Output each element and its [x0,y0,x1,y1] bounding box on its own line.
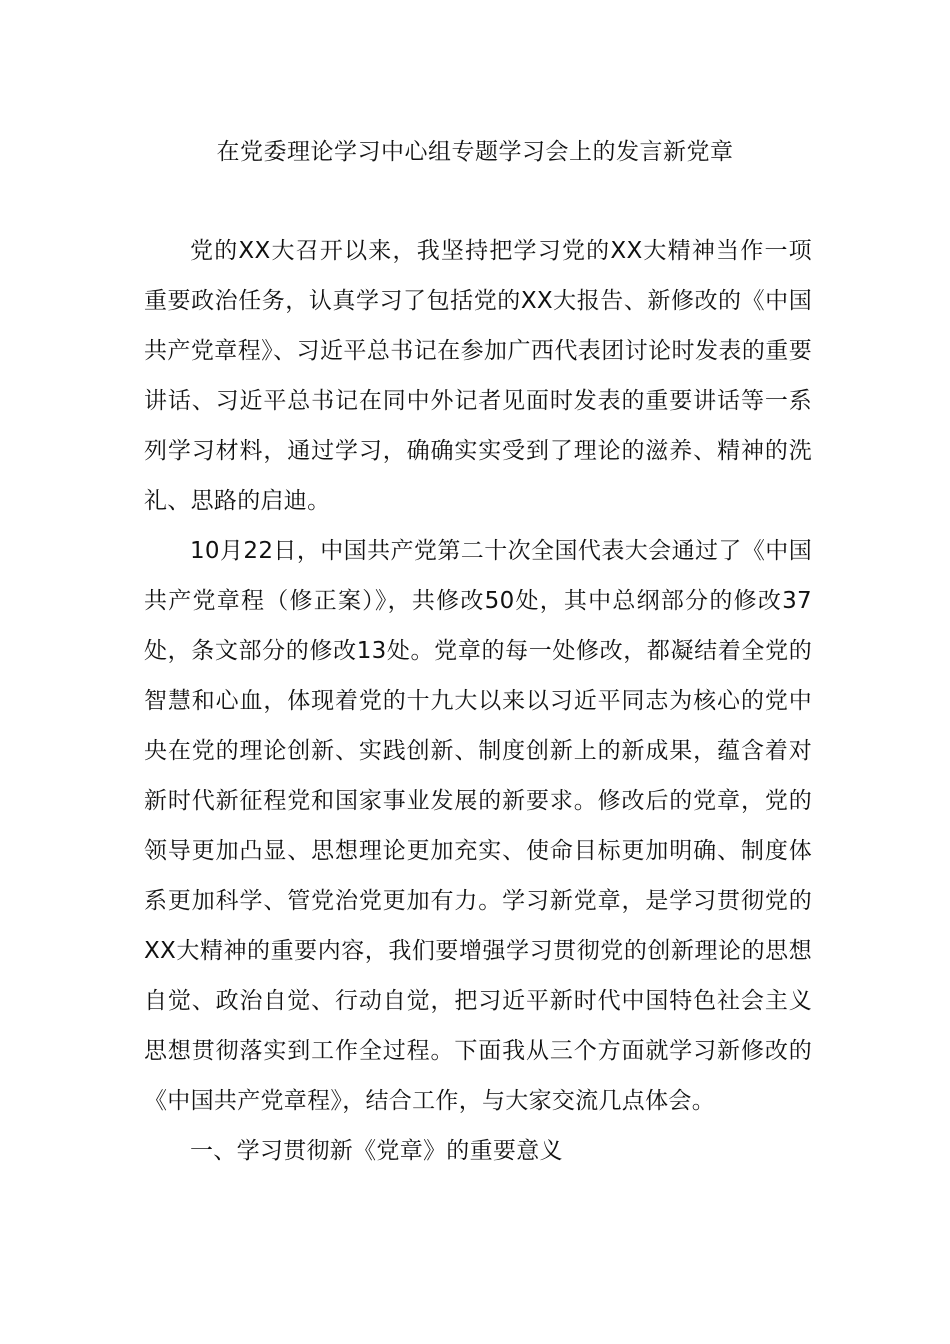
document-body [144,226,812,1176]
document-title: 在党委理论学习中心组专题学习会上的发言新党章 [216,139,734,165]
paragraph-intro: 党的XX大召开以来，我坚持把学习党的XX大精神当作一项重要政治任务，认真学习了包括党的XX大报告、新修改的《中国共产党章程》、习近平总书记在参加广西代表团讨论时发表的重要讲话、习近平总书记在同中外记者见面时发表的重要讲话等一系列学习材料，通过学习，确确实实受到了理论的滋养、精神的洗礼、思路的启迪。 [144,238,812,514]
section-heading-1: 一、学习贯彻新《党章》的重要意义 [190,1138,563,1164]
paragraph-party-constitution-amendment: 10月22日，中国共产党第二十次全国代表大会通过了《中国共产党章程（修正案）》，共修改50处，其中总纲部分的修改37处，条文部分的修改13处。党章的每一处修改，都凝结着全党的智慧和心血，体现着党的十九大以来以习近平同志为核心的党中央在党的理论创新、实践创新、制度创新上的新成果，蕴含着对新时代新征程党和国家事业发展的新要求。修改后的党章，党的领导更加凸显、思想理论更加充实、使命目标更加明确、制度体系更加科学、管党治党更加有力。学习新党章，是学习贯彻党的XX大精神的重要内容，我们要增强学习贯彻党的创新理论的思想自觉、政治自觉、行动自觉，把习近平新时代中国特色社会主义思想贯彻落实到工作全过程。下面我从三个方面就学习新修改的《中国共产党章程》，结合工作，与大家交流几点体会。 [144,538,812,1114]
